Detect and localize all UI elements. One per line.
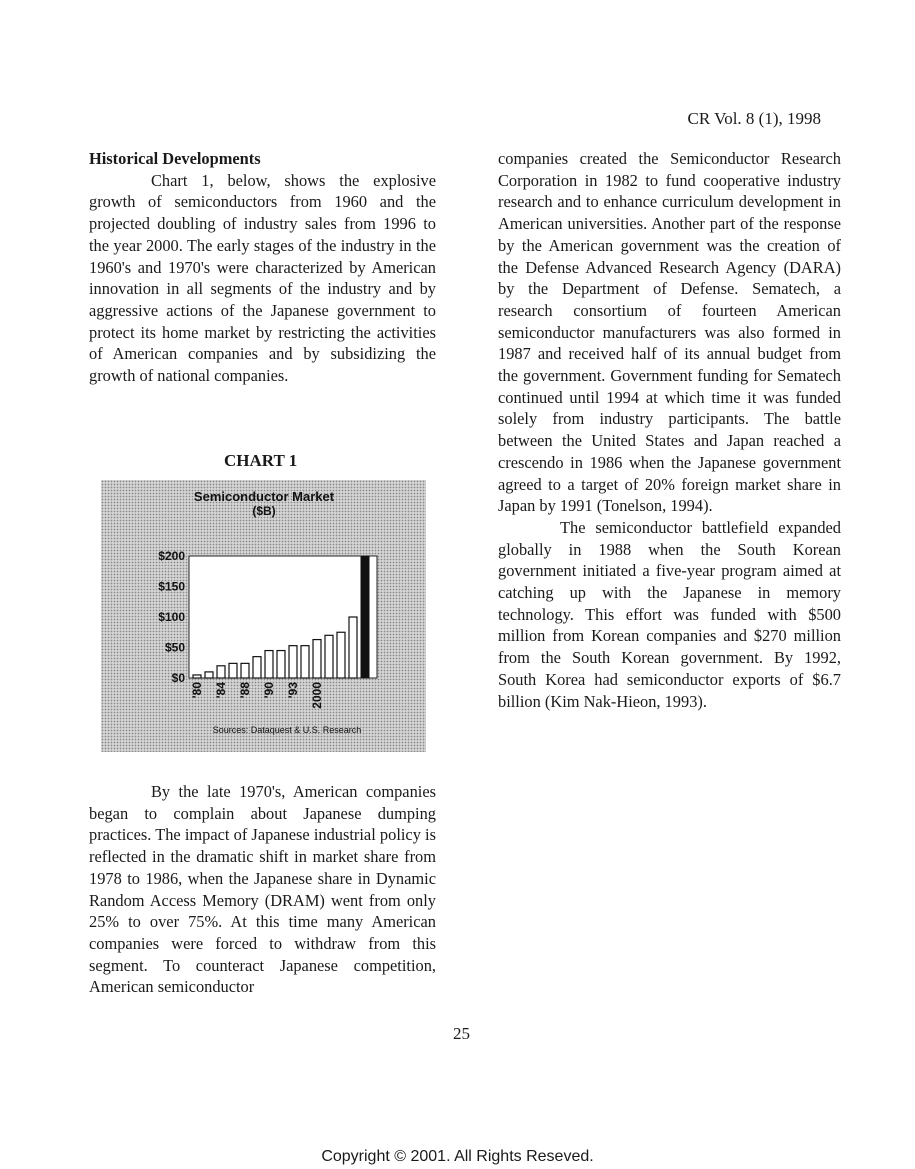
bar — [301, 646, 309, 678]
right-column — [498, 148, 841, 712]
chart-title: Semiconductor Market — [193, 489, 335, 504]
left-column-continued — [89, 781, 436, 998]
chart-svg — [101, 480, 426, 752]
y-tick-label: $150 — [158, 579, 185, 594]
paragraph: companies created the Semiconductor Research Corporation in 1982 to fund cooperative industry research and to enhance curriculum development in American universities. Another part of the response by the American government was the creation of the Defense Advanced Research Agency (DARA) by the Department of Defense. Sematech, a research consortium of fourteen American semiconductor manufacturers was also formed in 1987 and received half of its annual budget from the government. Government funding for Sematech continued until 1994 at which time it was funded solely from industry participants. The battle between the United States and Japan reached a crescendo in 1986 when the Japanese government agreed to a target of 20% foreign market share in Japan by 1991 (Tonelson, 1994). — [498, 149, 841, 516]
y-tick-label: $200 — [158, 549, 185, 563]
bar — [205, 672, 213, 678]
x-tick-label: '90 — [262, 682, 276, 699]
bar — [241, 663, 249, 678]
bar — [229, 663, 237, 678]
chart-caption: CHART 1 — [224, 451, 298, 470]
x-tick-label: '93 — [286, 682, 300, 699]
x-tick-label: '84 — [214, 682, 228, 699]
bar — [337, 632, 345, 678]
chart-subtitle: ($B) — [252, 504, 276, 518]
y-tick-label: $0 — [171, 671, 185, 685]
bar — [313, 640, 321, 678]
x-tick-label: 2000 — [310, 682, 324, 709]
y-tick-label: $50 — [164, 640, 185, 655]
x-tick-label: '88 — [238, 682, 252, 699]
bar-highlight — [361, 556, 369, 678]
journal-citation: CR Vol. 8 (1), 1998 — [687, 109, 821, 128]
left-column — [89, 148, 436, 387]
bar — [349, 617, 357, 678]
y-tick-label: $100 — [158, 610, 185, 624]
section-heading: Historical Developments — [89, 149, 261, 168]
bar — [277, 651, 285, 678]
bar — [265, 651, 273, 678]
paragraph: The semiconductor battlefield expanded globally in 1988 when the South Korean government initiated a five-year program aimed at catching up with the Japanese in memory technology. This effort was funded with $500 million from Korean companies and $270 million from the South Korean government. By 1992, South Korea had semiconductor exports of $6.7 billion (Kim Nak-Hieon, 1993). — [498, 517, 841, 711]
paragraph: Chart 1, below, shows the explosive growth of semiconductors from 1960 and the projected doubling of industry sales from 1996 to the year 2000. The early stages of the industry in the 1960's and 1970's were characterized by American innovation in all segments of the industry and by aggressive actions of the Japanese government to protect its home market by restricting the activities of American companies and by subsidizing the growth of national companies. — [89, 170, 436, 386]
x-tick-label: '80 — [190, 682, 204, 699]
semiconductor-market-chart — [101, 480, 426, 752]
bar — [289, 646, 297, 678]
copyright-notice: Copyright © 2001. All Rights Reseved. — [321, 1148, 594, 1165]
bar — [193, 675, 201, 678]
page-number: 25 — [453, 1024, 470, 1043]
chart-source: Sources: Dataquest & U.S. Research — [212, 725, 362, 735]
bar — [217, 666, 225, 678]
paragraph: By the late 1970's, American companies began to complain about Japanese dumping practices. The impact of Japanese industrial policy is reflected in the dramatic shift in market share from 1978 to 1986, when the Japanese share in Dynamic Random Access Memory (DRAM) went from only 25% to over 75%. At this time many American companies were forced to withdraw from this segment. To counteract Japanese competition, American semiconductor — [89, 782, 436, 997]
bar — [325, 635, 333, 678]
bar — [253, 657, 261, 678]
